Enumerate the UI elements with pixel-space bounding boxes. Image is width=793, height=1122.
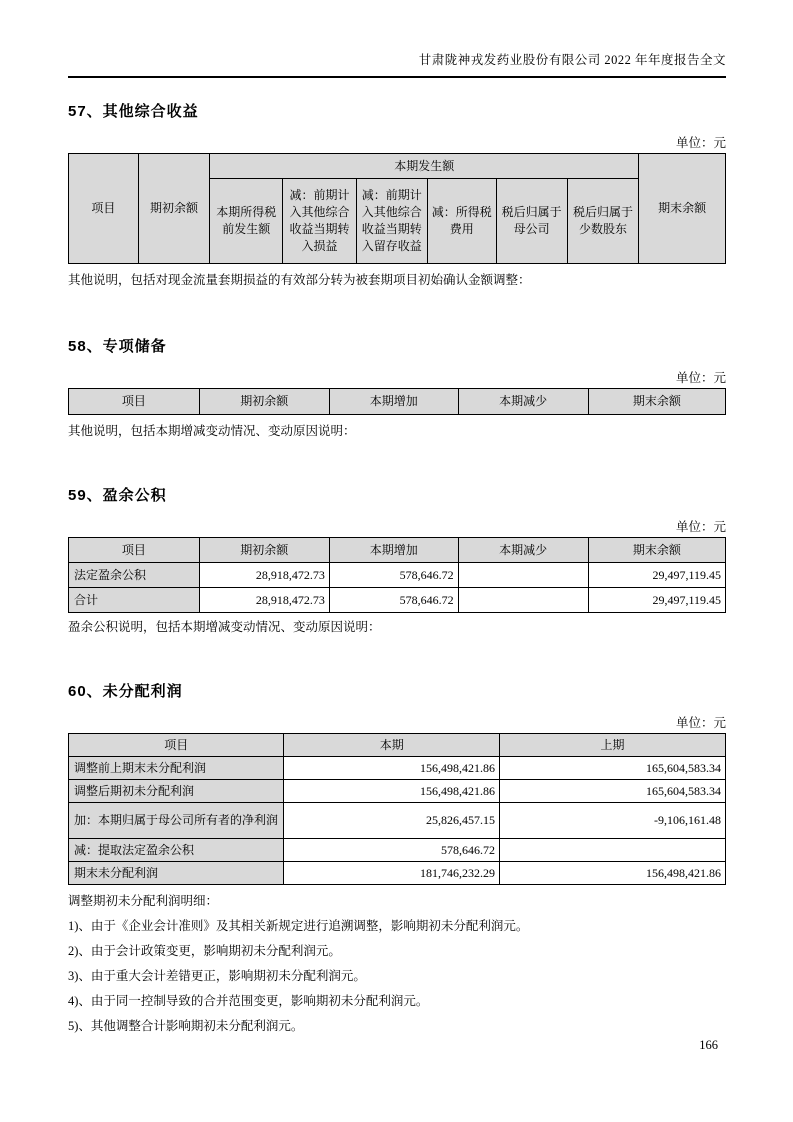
cell-current: 25,826,457.15 [284,803,499,839]
section-60-title: 60、未分配利润 [68,683,183,700]
col-header-pretax-amount: 本期所得税前发生额 [210,179,283,264]
row-label-statutory-surplus: 法定盈余公积 [69,563,200,588]
note-section-57: 其他说明，包括对现金流量套期损益的有效部分转为被套期项目初始确认金额调整： [68,273,531,287]
section-58-title: 58、专项储备 [68,338,167,355]
col-header-prior-period: 上期 [499,734,725,757]
col-header-closing-balance: 期末余额 [588,538,725,563]
col-header-opening-balance: 期初余额 [199,538,329,563]
cell-increase: 578,646.72 [329,588,458,613]
col-header-current-period: 本期 [284,734,499,757]
cell-opening: 28,918,472.73 [199,563,329,588]
table-surplus-reserve [68,537,726,613]
col-header-current-period-group: 本期发生额 [210,154,639,179]
table-row [69,839,726,862]
cell-closing: 29,497,119.45 [588,588,725,613]
note-section-59: 盈余公积说明，包括本期增减变动情况、变动原因说明： [68,620,381,634]
col-header-decrease: 本期减少 [458,389,588,415]
col-header-item: 项目 [69,389,200,415]
unit-label-57: 单位：元 [675,136,726,150]
header-rule [68,76,726,78]
cell-prior: 165,604,583.34 [499,780,725,803]
row-label-before-adjustment: 调整前上期末未分配利润 [69,757,284,780]
note-item-4: 4)、由于同一控制导致的合并范围变更，影响期初未分配利润元。 [68,994,429,1008]
cell-current: 156,498,421.86 [284,757,499,780]
unit-label-59: 单位：元 [675,520,726,534]
adjustment-notes [68,893,726,1034]
cell-prior: 165,604,583.34 [499,757,725,780]
col-header-item: 项目 [69,734,284,757]
cell-current: 181,746,232.29 [284,862,499,885]
table-row [69,563,726,588]
cell-prior: -9,106,161.48 [499,803,725,839]
note-section-58: 其他说明，包括本期增减变动情况、变动原因说明： [68,424,356,438]
col-header-item: 项目 [69,154,139,264]
unit-label-58: 单位：元 [675,371,726,385]
unit-label-60: 单位：元 [675,716,726,730]
row-label-after-adjustment: 调整后期初未分配利润 [69,780,284,803]
row-label-total: 合计 [69,588,200,613]
col-header-transfer-to-retained: 减：前期计入其他综合收益当期转入留存收益 [356,179,427,264]
col-header-closing-balance: 期末余额 [588,389,725,415]
col-header-increase: 本期增加 [329,389,458,415]
table-row [69,757,726,780]
col-header-closing-balance: 期末余额 [639,154,726,264]
cell-increase: 578,646.72 [329,563,458,588]
col-header-item: 项目 [69,538,200,563]
section-59-title: 59、盈余公积 [68,487,167,504]
table-special-reserve [68,388,726,415]
note-item-1: 1)、由于《企业会计准则》及其相关新规定进行追溯调整，影响期初未分配利润元。 [68,919,529,933]
col-header-transfer-to-pl: 减：前期计入其他综合收益当期转入损益 [283,179,357,264]
col-header-opening-balance: 期初余额 [199,389,329,415]
col-header-income-tax: 减：所得税费用 [427,179,496,264]
cell-prior: 156,498,421.86 [499,862,725,885]
table-row [69,862,726,885]
cell-closing: 29,497,119.45 [588,563,725,588]
page-number: 166 [699,1038,718,1052]
table-row [69,803,726,839]
note-item-5: 5)、其他调整合计影响期初未分配利润元。 [68,1019,304,1033]
cell-current: 578,646.72 [284,839,499,862]
row-label-closing-undistributed: 期末未分配利润 [69,862,284,885]
col-header-opening-balance: 期初余额 [138,154,210,264]
page-content [0,52,793,1034]
col-header-attributable-minority: 税后归属于少数股东 [567,179,639,264]
section-57-title: 57、其他综合收益 [68,103,199,120]
document-header: 甘肃陇神戎发药业股份有限公司 2022 年年度报告全文 [418,53,726,67]
table-row [69,780,726,803]
cell-prior [499,839,725,862]
note-item-3: 3)、由于重大会计差错更正，影响期初未分配利润元。 [68,969,366,983]
col-header-increase: 本期增加 [329,538,458,563]
cell-current: 156,498,421.86 [284,780,499,803]
note-item-2: 2)、由于会计政策变更，影响期初未分配利润元。 [68,944,341,958]
col-header-decrease: 本期减少 [458,538,588,563]
table-row [69,588,726,613]
row-label-add-net-profit: 加：本期归属于母公司所有者的净利润 [69,803,284,839]
col-header-attributable-parent: 税后归属于母公司 [496,179,567,264]
notes-title: 调整期初未分配利润明细： [68,894,219,908]
row-label-less-surplus-reserve: 减：提取法定盈余公积 [69,839,284,862]
cell-opening: 28,918,472.73 [199,588,329,613]
table-undistributed-profit [68,733,726,885]
table-other-comprehensive-income [68,153,726,264]
cell-decrease [458,588,588,613]
cell-decrease [458,563,588,588]
